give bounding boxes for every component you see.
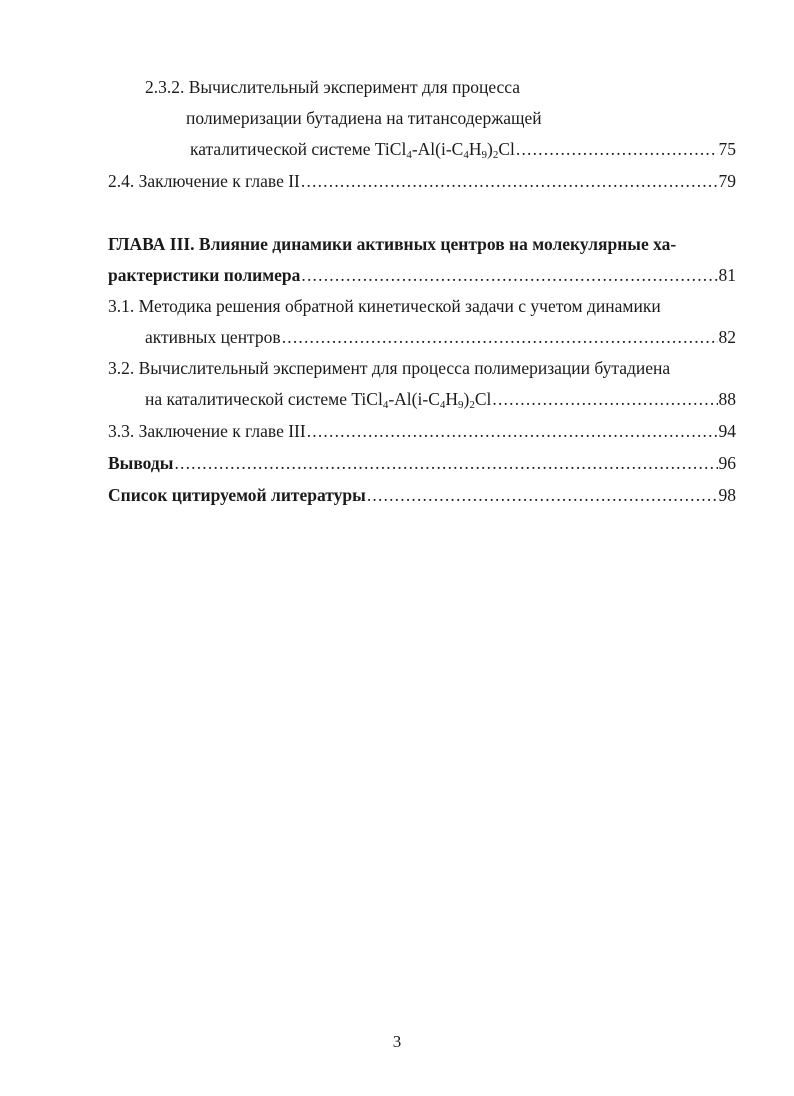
toc-2-4-page: 79 bbox=[718, 171, 736, 191]
dot-leader bbox=[174, 452, 717, 474]
dot-leader bbox=[492, 388, 717, 410]
toc-3-2-line1: 3.2. Вычислительный эксперимент для процесса полимеризации бутадиена bbox=[108, 358, 671, 378]
toc-2-4-entry[interactable] bbox=[108, 170, 736, 192]
toc-references-label: Список цитируемой литературы bbox=[108, 485, 366, 505]
toc-3-2-page: 88 bbox=[718, 389, 736, 409]
toc-chapter3-line1: ГЛАВА III. Влияние динамики активных центров на молекулярные ха- bbox=[108, 234, 677, 254]
toc-3-3-entry[interactable] bbox=[108, 420, 736, 442]
toc-2-4-label: 2.4. Заключение к главе II bbox=[108, 171, 300, 191]
toc-3-2-entry[interactable] bbox=[145, 388, 736, 410]
toc-references-entry[interactable] bbox=[108, 484, 736, 506]
toc-chapter3-line2: рактеристики полимера bbox=[108, 265, 301, 285]
toc-3-1-page: 82 bbox=[718, 327, 736, 347]
dot-leader bbox=[282, 326, 718, 348]
page-number: 3 bbox=[392, 1032, 402, 1051]
dot-leader bbox=[307, 420, 718, 442]
toc-2-3-2-line2: полимеризации бутадиена на титансодержащей bbox=[186, 108, 542, 128]
toc-chapter3-entry[interactable] bbox=[108, 264, 736, 286]
toc-3-2-line2: на каталитической системе $TiCl_4-Al(i-C_4H_9)_2Cl$ bbox=[145, 389, 492, 411]
toc-2-3-2-line3: каталитической системе $TiCl_4-Al(i-C_4H_9)_2Cl$ bbox=[190, 139, 515, 161]
dot-leader bbox=[301, 264, 717, 286]
dot-leader bbox=[516, 138, 718, 160]
toc-2-3-2-line1: 2.3.2. Вычислительный эксперимент для процесса bbox=[145, 77, 521, 97]
toc-3-3-label: 3.3. Заключение к главе III bbox=[108, 421, 306, 441]
toc-conclusions-entry[interactable] bbox=[108, 452, 736, 474]
toc-conclusions-page: 96 bbox=[718, 453, 736, 473]
toc-references-page: 98 bbox=[718, 485, 736, 505]
toc-3-1-line1: 3.1. Методика решения обратной кинетической задачи с учетом динамики bbox=[108, 296, 661, 316]
toc-3-3-page: 94 bbox=[718, 421, 736, 441]
toc-chapter3-page: 81 bbox=[718, 265, 736, 285]
toc-3-1-entry[interactable] bbox=[145, 326, 736, 348]
toc-2-3-2-page: 75 bbox=[718, 139, 736, 159]
dot-leader bbox=[367, 484, 718, 506]
toc-3-1-line2: активных центров bbox=[145, 327, 281, 347]
toc-2-3-2-entry[interactable] bbox=[190, 138, 736, 160]
dot-leader bbox=[301, 170, 718, 192]
toc-conclusions-label: Выводы bbox=[108, 453, 174, 473]
